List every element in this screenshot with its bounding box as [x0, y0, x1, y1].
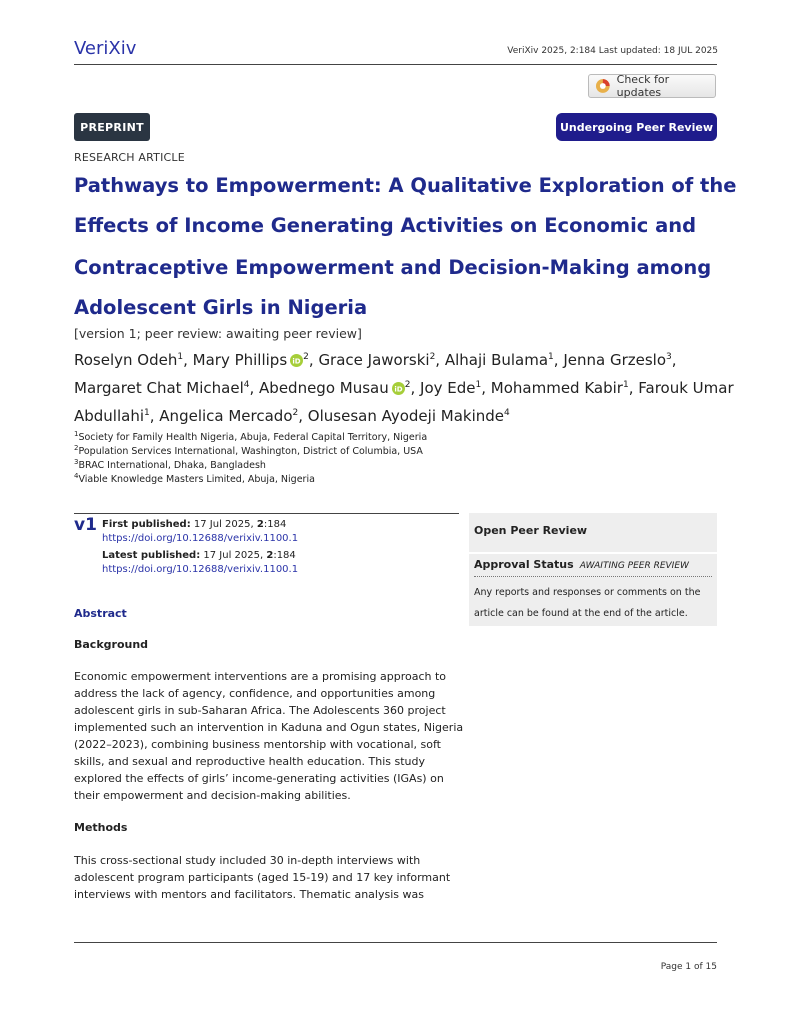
peer-review-note: Any reports and responses or comments on the article can be found at the end of the article. — [474, 587, 701, 619]
orcid-icon[interactable] — [392, 379, 405, 402]
author-name: Grace Jaworski — [318, 351, 430, 369]
author-affiliation-marker: 2 — [429, 352, 436, 362]
header-rule — [74, 64, 717, 65]
author-name: Alhaji Bulama — [444, 351, 549, 369]
first-published: First published: 17 Jul 2025, 2:184 — [102, 519, 287, 530]
approval-status: Approval Status AWAITING PEER REVIEW — [474, 558, 689, 571]
latest-published-doi-row — [102, 564, 298, 575]
citation-meta: VeriXiv 2025, 2:184 Last updated: 18 JUL 2025 — [507, 46, 718, 56]
title-line: Contraceptive Empowerment and Decision-Making among — [74, 256, 712, 279]
affiliation: $^4$Viable Knowledge Masters Limited, Abuja, Nigeria — [74, 472, 315, 486]
first-published-doi-link[interactable]: https://doi.org/10.12688/verixiv.1100.1 — [102, 533, 299, 544]
author-name: Farouk Umar Abdullahi — [74, 379, 734, 425]
author-affiliation-marker: 4 — [504, 408, 510, 418]
open-peer-review-title: Open Peer Review — [474, 524, 588, 537]
author-affiliation-marker: 1 — [622, 380, 629, 390]
author-affiliation-marker: 1 — [144, 408, 150, 418]
affiliation: $^1$Society for Family Health Nigeria, Abuja, Federal Capital Territory, Nigeria — [74, 430, 428, 444]
panel-dotted-divider — [474, 576, 712, 577]
check-for-updates-label: Check for updates — [616, 73, 670, 99]
background-heading: Background — [74, 638, 149, 651]
panel-divider — [469, 552, 717, 554]
abstract-heading: Abstract — [74, 607, 127, 620]
author-affiliation-marker: 2 — [303, 352, 309, 362]
author-name: Jenna Grzeslo — [563, 351, 667, 369]
author-name: Joy Ede — [420, 379, 476, 397]
version-label: v1 — [74, 515, 97, 535]
svg-text:iD: iD — [292, 357, 301, 366]
author-name: Roselyn Odeh — [74, 351, 178, 369]
author-affiliation-marker: 1 — [548, 352, 554, 362]
author-affiliation-marker: 1 — [177, 352, 184, 362]
author-affiliation-marker: 2 — [404, 380, 411, 390]
title-line: Pathways to Empowerment: A Qualitative Exploration of the — [74, 174, 737, 197]
svg-text:iD: iD — [394, 385, 403, 394]
journal-brand[interactable]: VeriXiv — [74, 38, 137, 59]
footer-rule — [74, 942, 717, 943]
title-line: Effects of Income Generating Activities on Economic and — [74, 214, 697, 237]
author-name: Abednego Musau — [259, 379, 389, 397]
author-affiliation-marker: 4 — [243, 380, 250, 390]
peer-review-status-badge[interactable]: Undergoing Peer Review — [556, 113, 717, 141]
author-name: Olusesan Ayodeji Makinde — [307, 407, 504, 425]
orcid-icon[interactable] — [290, 351, 303, 374]
author-name: Margaret Chat Michael — [74, 379, 244, 397]
background-text: Economic empowerment interventions are a promising approach to address the lack of agency, confidence, and opportunities among adolescent girls in sub-Saharan Africa. The Adolescents 360 project implemented such an intervention in Kaduna and Ogun states, Nigeria (2022–2023), combining business mentorship with vocational, soft skills, and sexual and reproductive health education. This study explored the effects of girls’ income-generating activities (IGAs) on their empowerment and decision-making abilities. — [74, 670, 464, 802]
affiliation: $^3$BRAC International, Dhaka, Bangladesh — [74, 458, 266, 472]
approval-status-value: AWAITING PEER REVIEW — [579, 561, 689, 571]
page-number: Page 1 of 15 — [660, 962, 717, 972]
methods-text: This cross-sectional study included 30 in-depth interviews with adolescent program participants (aged 15-19) and 17 key informant interviews with mentors and facilitators. Thematic analysis was — [74, 854, 451, 901]
first-published-doi-row — [102, 533, 298, 544]
author-list: Roselyn Odeh$^1$, Mary Phillips iD $^2$, Grace Jaworski$^2$, Alhaji Bulama$^1$, Jenna Grzeslo$^3$, Margaret Chat Michael$^4$, Abednego Musau iD $^2$, Joy Ede$^1$, Mohammed Kabir$^1$, Farouk Umar Abdullahi$^1$, Angelica Mercado$^2$, Olusesan Ayodeji Makinde$^4$ — [74, 351, 734, 425]
author-name: Angelica Mercado — [159, 407, 293, 425]
latest-published-doi-link[interactable]: https://doi.org/10.12688/verixiv.1100.1 — [102, 564, 299, 575]
author-name: Mohammed Kabir — [490, 379, 623, 397]
author-affiliation-marker: 1 — [475, 380, 482, 390]
check-for-updates-button[interactable] — [588, 74, 716, 98]
author-affiliation-marker: 3 — [666, 352, 672, 362]
title-line: Adolescent Girls in Nigeria — [74, 296, 368, 319]
latest-published: Latest published: 17 Jul 2025, 2:184 — [102, 550, 296, 561]
author-name: Mary Phillips — [192, 351, 288, 369]
preprint-badge: PREPRINT — [74, 113, 150, 141]
author-affiliation-marker: 2 — [292, 408, 299, 418]
update-status-icon — [595, 78, 611, 94]
publication-rule — [74, 513, 459, 514]
affiliation: $^2$Population Services International, Washington, District of Columbia, USA — [74, 444, 423, 458]
version-note: [version 1; peer review: awaiting peer review] — [74, 326, 362, 341]
methods-heading: Methods — [74, 821, 128, 834]
article-type: RESEARCH ARTICLE — [74, 151, 185, 164]
